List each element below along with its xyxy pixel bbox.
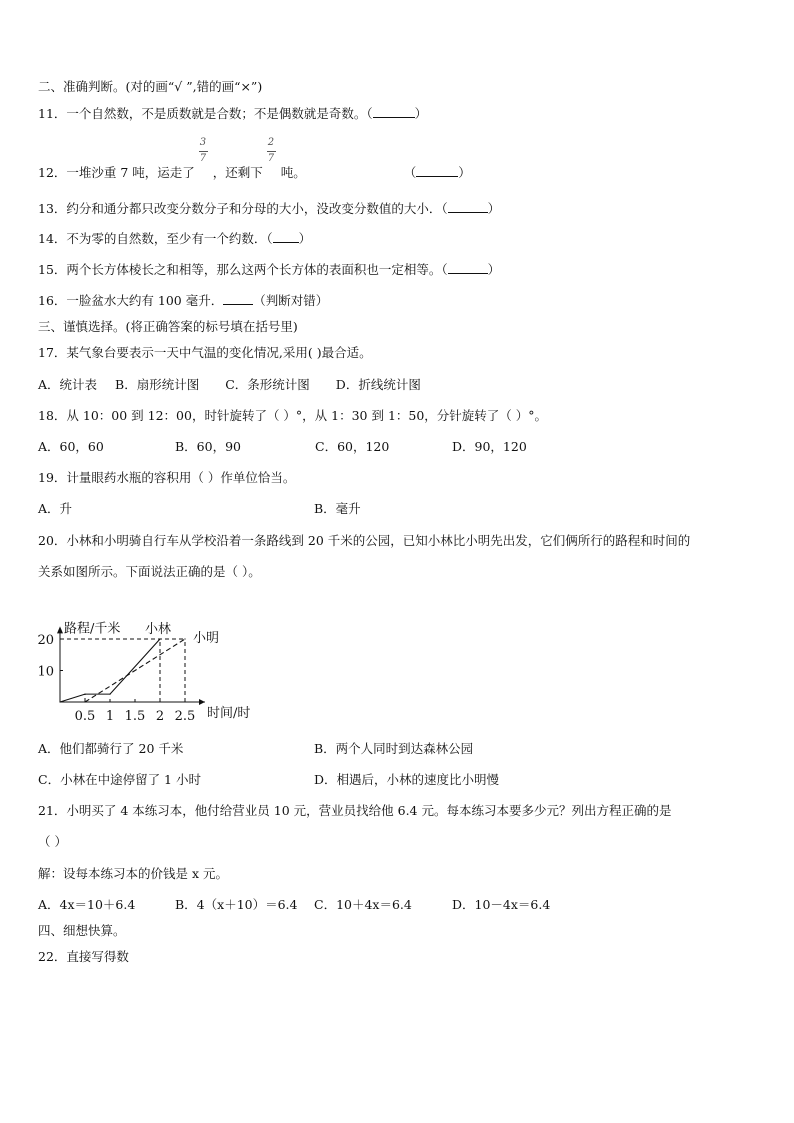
option-c[interactable]: C．10＋4x＝6.4	[314, 897, 412, 912]
option-a[interactable]: A．4x＝10＋6.4	[38, 897, 136, 912]
question-14: 14．不为零的自然数，至少有一个约数．（ ）	[38, 231, 312, 246]
x-axis-label: 时间/时	[207, 706, 251, 721]
x-axis-arrow	[199, 699, 205, 705]
option-b[interactable]: B．两个人同时到达森林公园	[314, 741, 474, 756]
question-22: 22．直接写得数	[38, 949, 129, 964]
series-point	[184, 638, 185, 639]
option-a[interactable]: A．统计表	[38, 377, 98, 392]
question-17: 17．某气象台要表示一天中气温的变化情况,采用( )最合适。	[38, 345, 372, 360]
y-tick-label: 20	[37, 633, 54, 648]
question-16: 16．一脸盆水大约有 100 毫升． （判断对错）	[38, 293, 329, 308]
series-point	[109, 694, 110, 695]
question-21-line-1: 21．小明买了 4 本练习本，他付给营业员 10 元，营业员找给他 6.4 元。每本练习本要多少元？列出方程正确的是	[38, 803, 672, 818]
question-15: 15．两个长方体棱长之和相等，那么这两个长方体的表面积也一定相等。（ ）	[38, 262, 501, 277]
option-c[interactable]: C．条形统计图	[225, 377, 310, 392]
option-d[interactable]: D．相遇后，小林的速度比小明慢	[314, 772, 500, 787]
series-line	[60, 639, 160, 702]
option-a[interactable]: A．他们都骑行了 20 千米	[38, 741, 184, 756]
answer-blank[interactable]	[223, 292, 253, 305]
distance-time-chart	[30, 596, 280, 726]
answer-blank[interactable]	[448, 200, 488, 213]
option-b[interactable]: B．扇形统计图	[115, 377, 200, 392]
question-20-line-1: 20．小林和小明骑自行车从学校沿着一条路线到 20 千米的公园，已知小林比小明先出发，它们俩所行的路程和时间的	[38, 533, 691, 548]
option-a[interactable]: A．60，60	[38, 439, 104, 454]
section-4-heading: 四、细想快算。	[38, 923, 126, 938]
question-17-options	[38, 375, 421, 393]
series-label: 小林	[144, 622, 172, 637]
question-21-line-2: （ ）	[38, 834, 67, 849]
option-d[interactable]: D．折线统计图	[335, 377, 421, 392]
question-20-line-2: 关系如图所示。下面说法正确的是（ ）。	[38, 564, 261, 579]
option-c[interactable]: C．小林在中途停留了 1 小时	[38, 772, 201, 787]
question-21-solution: 解：设每本练习本的价钱是 x 元。	[38, 866, 228, 881]
x-tick-label: 1	[105, 709, 115, 724]
option-b[interactable]: B．60，90	[175, 439, 241, 454]
option-d[interactable]: D．10－4x＝6.4	[452, 897, 551, 912]
option-c[interactable]: C．60，120	[315, 439, 390, 454]
question-19: 19．计量眼药水瓶的容积用（ ）作单位恰当。	[38, 470, 296, 485]
answer-blank[interactable]	[448, 261, 488, 274]
y-tick-label: 10	[37, 664, 54, 680]
section-2-heading: 二、准确判断。(对的画“√ ”,错的画“×”)	[38, 79, 263, 94]
option-b[interactable]: B．4（x＋10）＝6.4	[175, 897, 298, 912]
answer-blank[interactable]	[273, 230, 299, 243]
fraction-2-7: $\frac{2}{7}$	[267, 137, 275, 164]
question-12: 12．一堆沙重 7 吨，运走了 $\frac{3}{7}$ ，还剩下 $\frac{2}{7}$ 吨。 （ ）	[38, 137, 471, 180]
series-point	[84, 694, 85, 695]
question-11: 11．一个自然数，不是质数就是合数；不是偶数就是奇数。（ ）	[38, 106, 428, 121]
section-3-heading: 三、谨慎选择。(将正确答案的标号填在括号里)	[38, 319, 298, 334]
series-point	[59, 701, 60, 702]
x-tick-label: 2	[155, 709, 165, 724]
option-d[interactable]: D．90，120	[452, 439, 527, 454]
y-axis-label: 路程/千米	[64, 621, 121, 637]
x-tick-label: 0.5	[74, 709, 96, 724]
y-axis-arrow	[57, 626, 63, 633]
option-a[interactable]: A．升	[38, 501, 73, 516]
question-18: 18．从 10：00 到 12：00，时针旋转了（ ）°，从 1：30 到 1：50，分针旋转了（ ）°。	[38, 408, 548, 423]
x-tick-label: 1.5	[124, 709, 146, 724]
fraction-3-7: $\frac{3}{7}$	[199, 137, 207, 164]
x-tick-label: 2.5	[174, 709, 196, 724]
question-13: 13．约分和通分都只改变分数分子和分母的大小，没改变分数值的大小．（ ）	[38, 201, 501, 216]
answer-blank[interactable]	[373, 105, 415, 118]
option-b[interactable]: B．毫升	[314, 501, 361, 516]
series-line	[85, 639, 185, 702]
series-label: 小明	[193, 631, 220, 646]
series-point	[84, 701, 85, 702]
series-point	[159, 638, 160, 639]
answer-blank[interactable]	[416, 164, 458, 177]
